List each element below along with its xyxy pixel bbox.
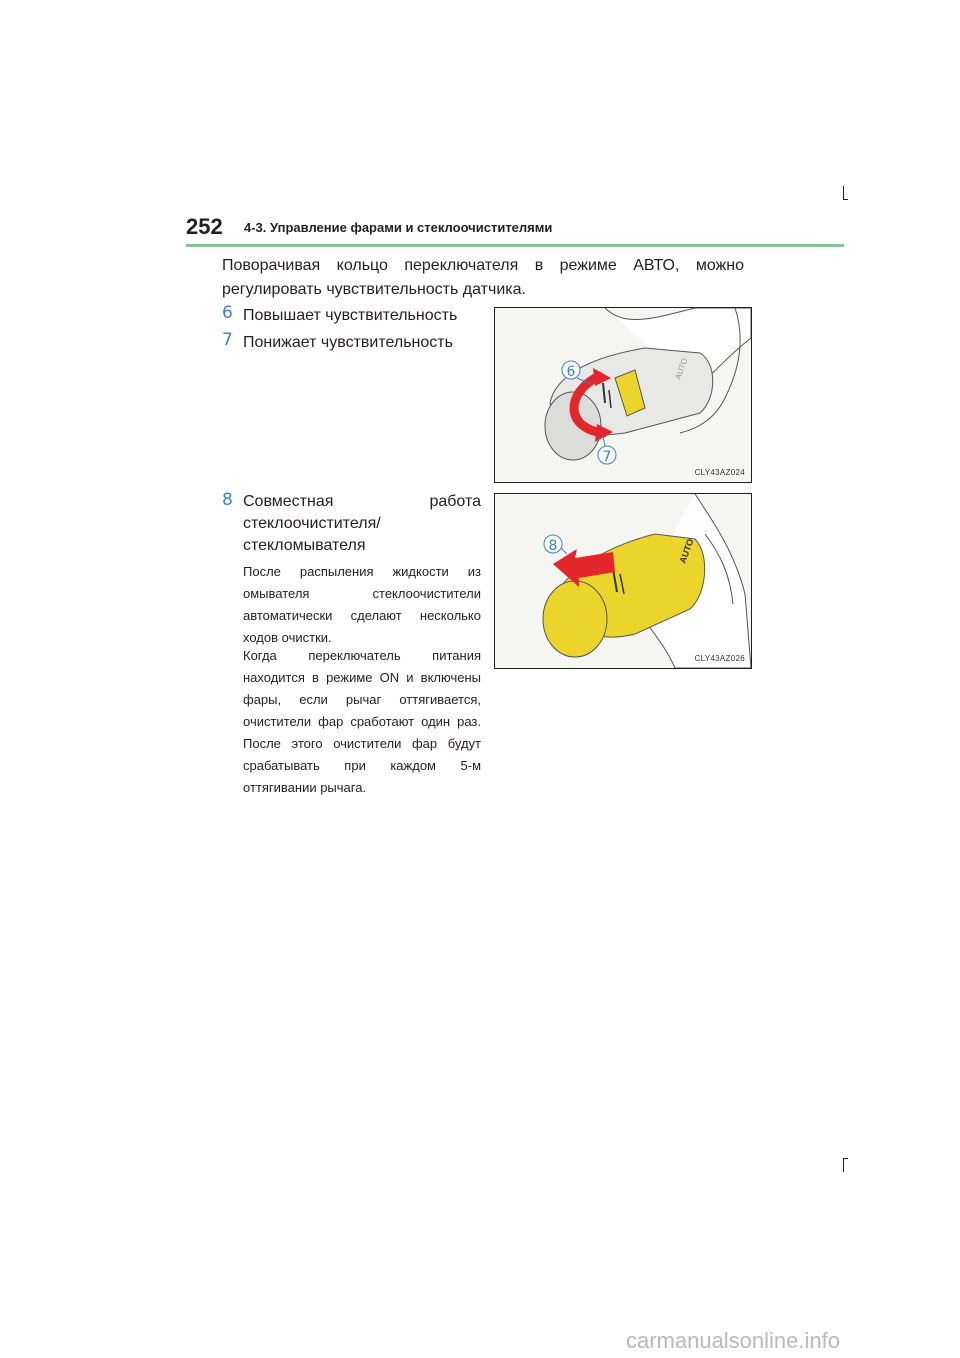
title-word: работа xyxy=(429,493,481,510)
callout-7-icon: 7 xyxy=(602,449,612,465)
callout-8-icon: 8 xyxy=(548,538,558,554)
item-text: Понижает чувствительность xyxy=(243,334,453,351)
crop-mark-top-foot xyxy=(843,199,848,200)
title-word: Совместная xyxy=(243,493,334,510)
callout-8-icon: 8 xyxy=(222,490,233,510)
title-line: стекломывателя xyxy=(243,537,366,554)
item-text: Повышает чувствительность xyxy=(243,307,458,324)
callout-6-icon: 6 xyxy=(566,364,576,380)
page-number: 252 xyxy=(186,214,223,239)
list-item-decrease xyxy=(222,332,482,354)
callout-6-icon: 6 xyxy=(222,303,233,323)
title-line: стеклоочистителя/ xyxy=(243,515,381,532)
section-title: 4-3. Управление фарами и стеклоочистителями xyxy=(244,220,553,235)
knob-auto-label: AUTO xyxy=(677,537,696,565)
list-item-increase xyxy=(222,305,482,327)
figure-washer-lever xyxy=(494,493,752,669)
section-8-marker xyxy=(222,492,238,508)
section-8-paragraph-2: Когда переключатель питания находится в режиме ON и включены фары, если рычаг оттягивается, очистители фар сработают один раз. После этого очистители фар будут срабатывать при каждом 5-м оттягивании рычага. xyxy=(243,648,481,795)
header-divider xyxy=(186,244,844,247)
section-8-title xyxy=(243,491,481,557)
sensitivity-ring-illustration xyxy=(495,308,751,482)
section-8-paragraph-1: После распыления жидкости из омывателя стеклоочистители автоматически сделают несколько ходов очистки. xyxy=(243,564,481,645)
callout-7-icon: 7 xyxy=(222,330,233,350)
crop-mark-top xyxy=(843,186,844,200)
washer-lever-illustration xyxy=(495,494,751,668)
watermark: carmanualsonline.info xyxy=(625,1328,840,1353)
crop-mark-bottom xyxy=(843,1158,844,1172)
figure-code: CLY43AZ026 xyxy=(694,654,745,663)
knob-auto-label: AUTO xyxy=(673,356,690,381)
figure-code: CLY43AZ024 xyxy=(694,468,745,477)
intro-paragraph: Поворачивая кольцо переключателя в режиме АВТО, можно регулировать чувствительность датчика. xyxy=(222,257,744,298)
crop-mark-bottom-foot xyxy=(843,1158,848,1159)
figure-sensitivity-ring xyxy=(494,307,752,483)
